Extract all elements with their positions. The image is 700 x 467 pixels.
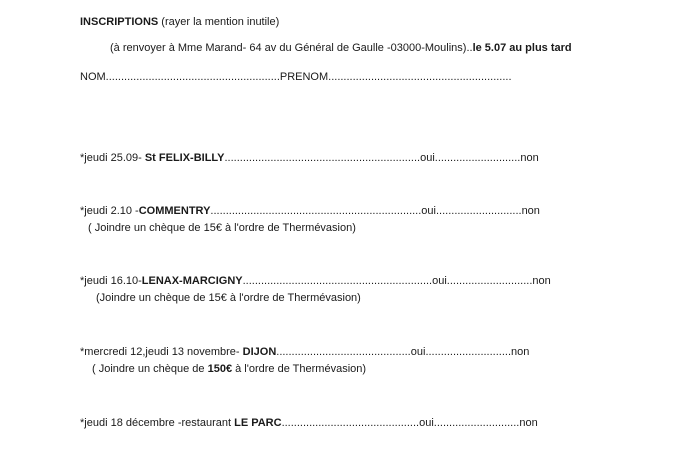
event-row-2 xyxy=(80,204,540,218)
option-oui[interactable]: oui xyxy=(432,275,447,287)
deadline: le 5.07 au plus tard xyxy=(472,42,572,54)
event-date: *jeudi 16.10- xyxy=(80,275,142,287)
event-dots: ................................................................ xyxy=(224,152,421,164)
event-note-2: ( Joindre un chèque de 15€ à l'ordre de Thermévasion) xyxy=(88,222,356,234)
option-non[interactable]: non xyxy=(511,346,530,358)
prenom-label: PRENOM xyxy=(279,71,329,83)
option-dots: ............................ xyxy=(434,152,521,164)
name-fields-line xyxy=(80,70,512,84)
option-dots: ............................ xyxy=(435,205,522,217)
return-address-line xyxy=(110,41,572,55)
option-dots: ............................ xyxy=(433,417,520,429)
event-dots: ............................................. xyxy=(281,417,420,429)
event-dots: ..................................................................... xyxy=(210,205,422,217)
event-dots: ............................................ xyxy=(276,346,411,358)
event-row-4 xyxy=(80,345,529,359)
event-row-5 xyxy=(80,416,538,430)
option-non[interactable]: non xyxy=(519,417,538,429)
event-date: *jeudi 25.09- xyxy=(80,152,145,164)
option-oui[interactable]: oui xyxy=(419,417,434,429)
event-row-1 xyxy=(80,151,539,165)
event-place: St FELIX-BILLY xyxy=(144,152,225,164)
form-title: INSCRIPTIONS xyxy=(80,16,159,28)
form-title-note: (rayer la mention inutile) xyxy=(158,16,280,28)
nom-field[interactable]: ......................................................... xyxy=(105,71,280,83)
event-place: LENAX-MARCIGNY xyxy=(141,275,243,287)
event-place: DIJON xyxy=(242,346,277,358)
option-dots: ............................ xyxy=(425,346,512,358)
event-date: *jeudi 18 décembre -restaurant xyxy=(80,417,235,429)
prenom-field[interactable]: ............................................................ xyxy=(328,71,512,83)
option-oui[interactable]: oui xyxy=(410,346,426,358)
form-heading xyxy=(80,15,279,29)
nom-label: NOM xyxy=(80,71,106,83)
return-address: (à renvoyer à Mme Marand- 64 av du Général de Gaulle -03000-Moulins).. xyxy=(110,42,473,54)
option-oui[interactable]: oui xyxy=(420,152,435,164)
option-dots: ............................ xyxy=(446,275,533,287)
event-date: *jeudi 2.10 - xyxy=(80,205,139,217)
note-text: ( Joindre un chèque de xyxy=(92,363,208,375)
note-amount: 150€ xyxy=(207,363,233,375)
event-note-4 xyxy=(92,362,366,376)
event-place: COMMENTRY xyxy=(138,205,211,217)
event-dots: .............................................................. xyxy=(242,275,433,287)
option-non[interactable]: non xyxy=(521,205,540,217)
option-non[interactable]: non xyxy=(520,152,539,164)
note-text: à l'ordre de Thermévasion) xyxy=(232,363,367,375)
event-note-3: (Joindre un chèque de 15€ à l'ordre de Thermévasion) xyxy=(96,292,361,304)
option-oui[interactable]: oui xyxy=(421,205,436,217)
event-place: LE PARC xyxy=(234,417,282,429)
event-row-3 xyxy=(80,274,551,288)
option-non[interactable]: non xyxy=(532,275,551,287)
event-date: *mercredi 12,jeudi 13 novembre- xyxy=(80,346,243,358)
